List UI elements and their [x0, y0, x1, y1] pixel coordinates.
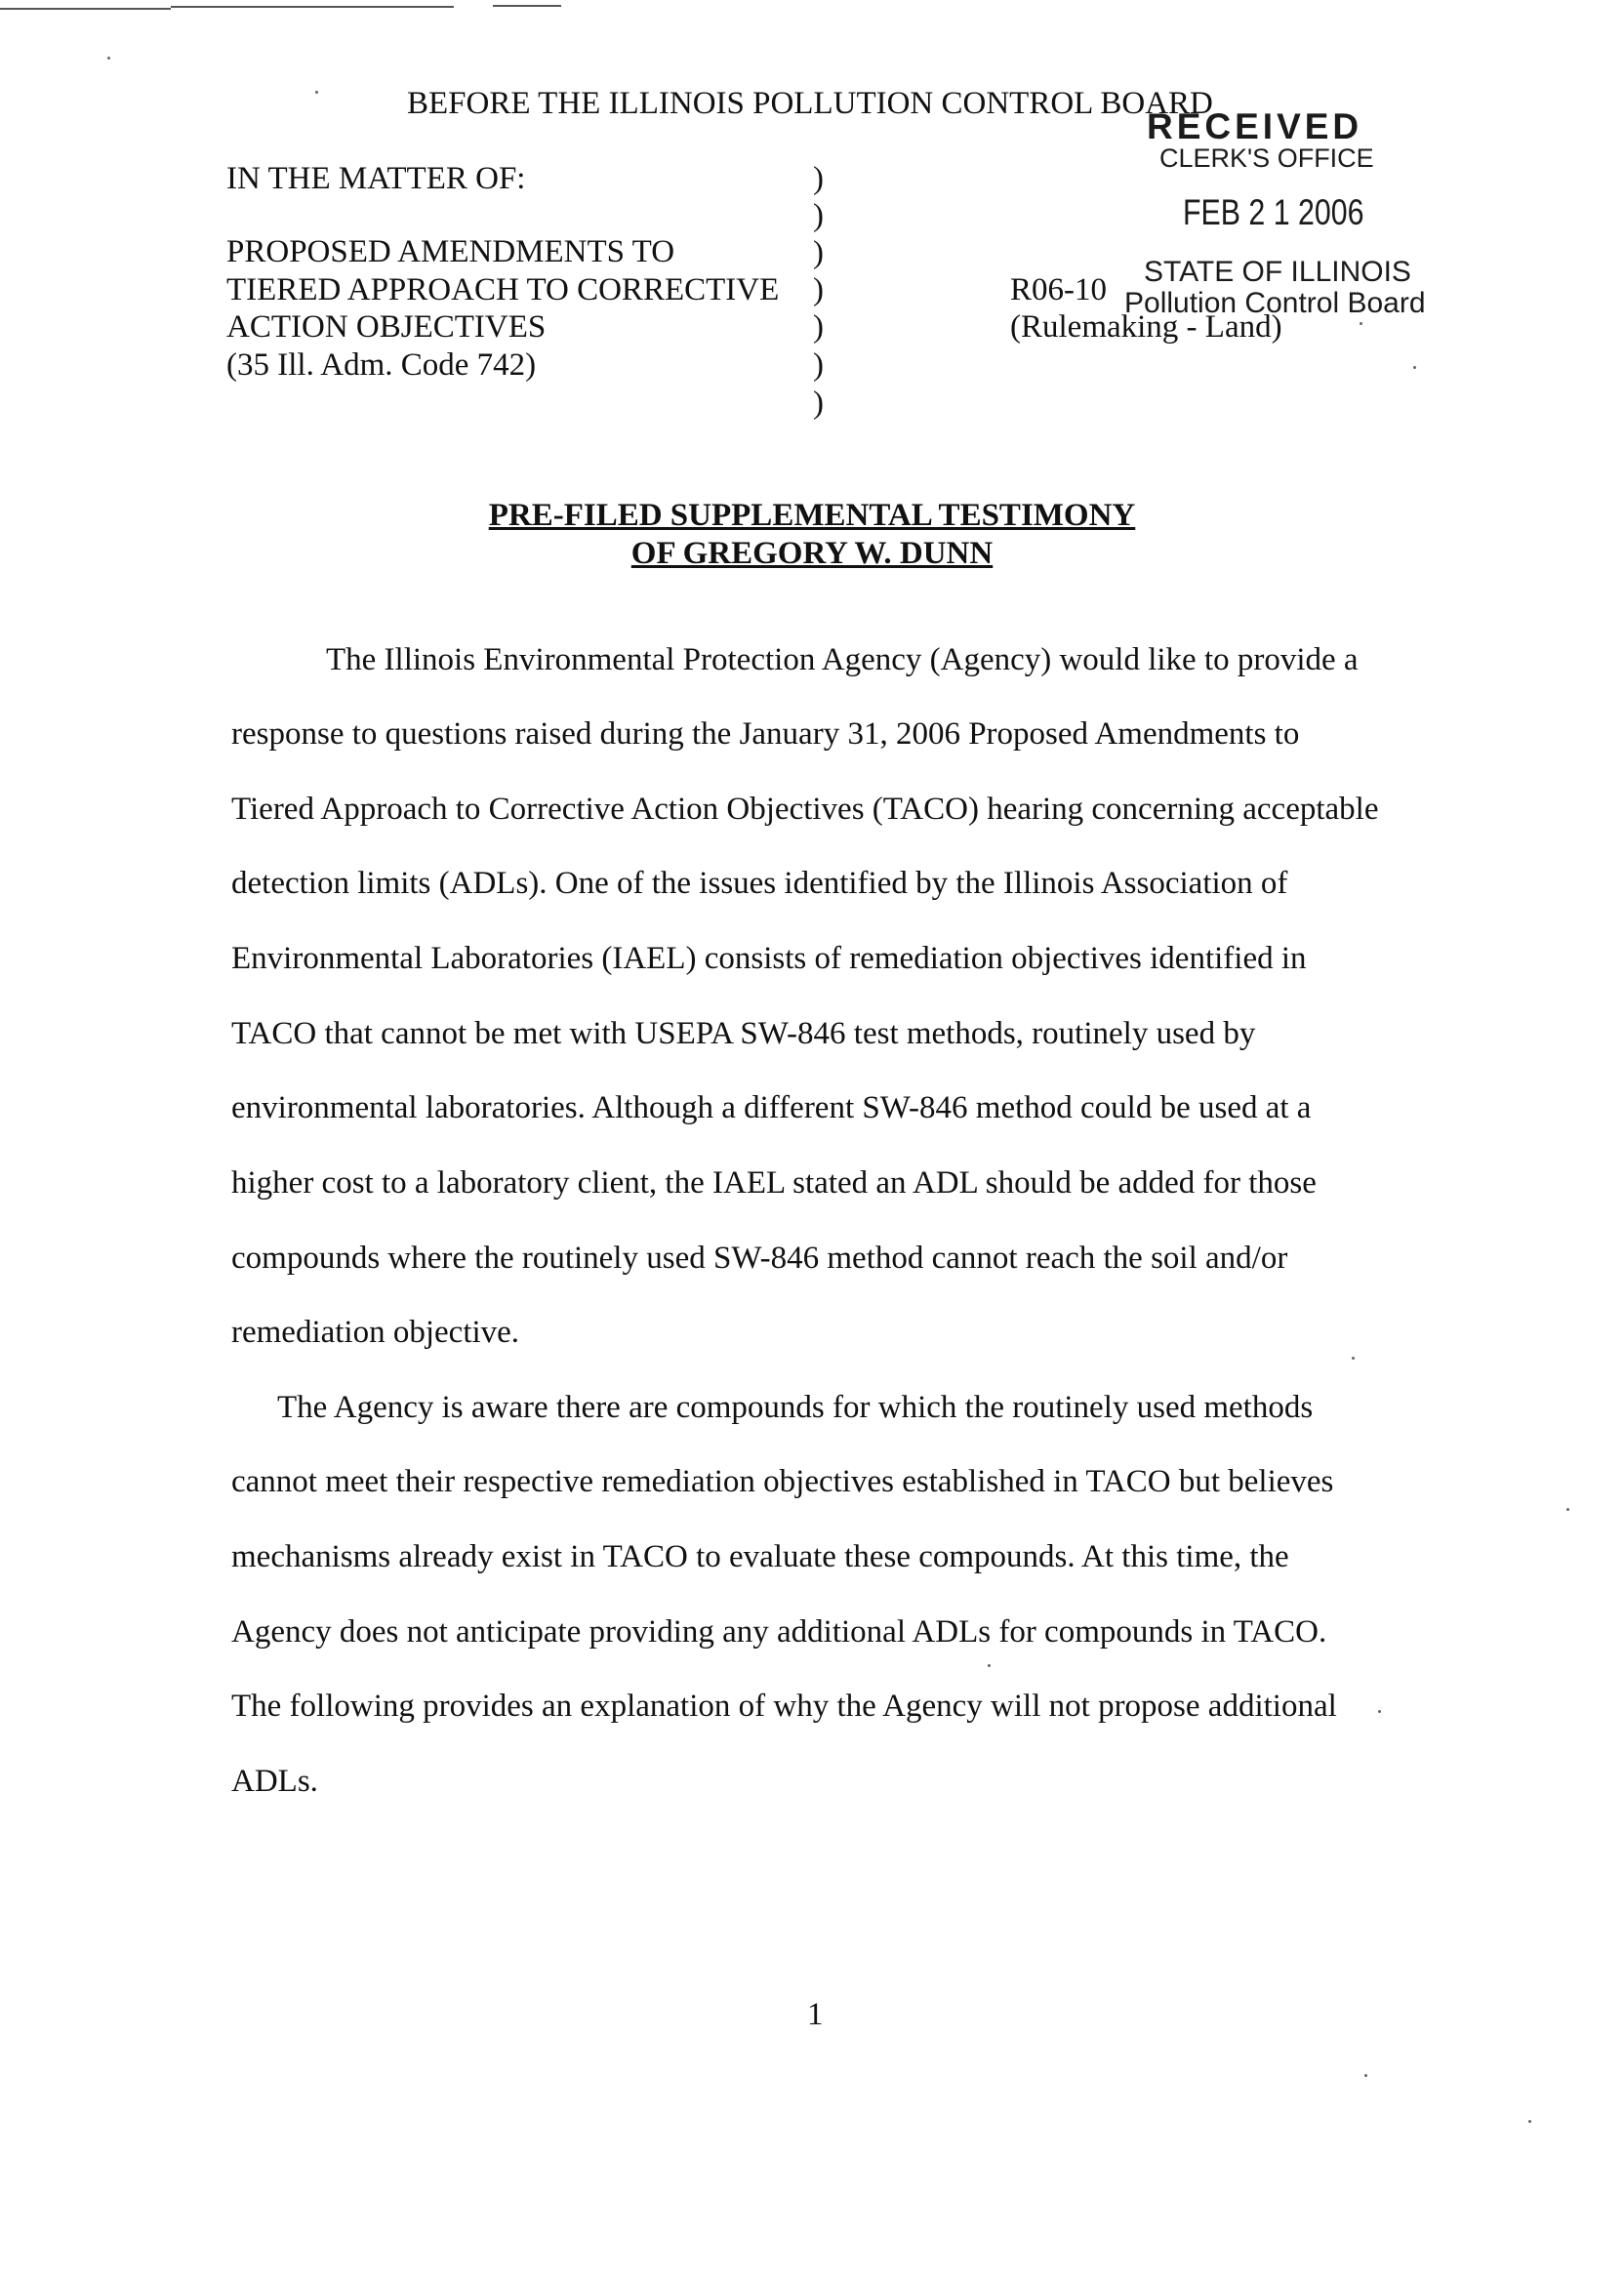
- scan-rule-3: [493, 5, 561, 7]
- body-line: cannot meet their respective remediation objectives established in TACO but believes: [231, 1464, 1334, 1499]
- body-line: Environmental Laboratories (IAEL) consists of remediation objectives identified in: [231, 941, 1307, 976]
- body-line: The following provides an explanation of why the Agency will not propose additional: [231, 1689, 1337, 1724]
- body-line: remediation objective.: [231, 1315, 520, 1350]
- caption-paren: ): [813, 161, 824, 196]
- body-line: higher cost to a laboratory client, the IAEL stated an ADL should be added for those: [231, 1165, 1317, 1201]
- matter-heading: IN THE MATTER OF:: [226, 161, 526, 196]
- scan-speck: [988, 1664, 991, 1667]
- scan-speck: [107, 57, 110, 60]
- caption-paren: ): [813, 272, 824, 307]
- body-line: TACO that cannot be met with USEPA SW-846 test methods, routinely used by: [231, 1016, 1256, 1051]
- caption-paren: ): [813, 235, 824, 270]
- body-line: environmental laboratories. Although a different SW-846 method could be used at a: [231, 1090, 1312, 1125]
- scan-speck: [315, 91, 318, 94]
- body-line: mechanisms already exist in TACO to evaluate these compounds. At this time, the: [231, 1539, 1289, 1574]
- caption-line-2: TIERED APPROACH TO CORRECTIVE: [226, 272, 780, 307]
- scan-speck: [1413, 366, 1416, 369]
- scan-speck: [1378, 1710, 1381, 1713]
- scan-rule-1: [0, 8, 171, 10]
- stamp-state: STATE OF ILLINOIS: [1144, 256, 1411, 288]
- caption-paren: ): [813, 347, 824, 383]
- body-line: The Agency is aware there are compounds for which the routinely used methods: [277, 1390, 1314, 1425]
- scan-rule-2: [171, 6, 454, 8]
- body-line: compounds where the routinely used SW-846 method cannot reach the soil and/or: [231, 1241, 1288, 1276]
- scan-speck: [1364, 2074, 1367, 2077]
- caption-paren: ): [813, 309, 824, 345]
- body-line: response to questions raised during the January 31, 2006 Proposed Amendments to: [231, 716, 1300, 752]
- scan-speck: [1352, 1357, 1355, 1360]
- docket-number: R06-10: [1010, 272, 1107, 307]
- docket-type: (Rulemaking - Land): [1010, 309, 1282, 345]
- body-line: Agency does not anticipate providing any additional ADLs for compounds in TACO.: [231, 1614, 1327, 1650]
- caption-line-3: ACTION OBJECTIVES: [226, 309, 547, 345]
- body-line: detection limits (ADLs). One of the issues identified by the Illinois Association of: [231, 866, 1288, 901]
- body-line: The Illinois Environmental Protection Agency (Agency) would like to provide a: [326, 642, 1359, 677]
- stamp-board: Pollution Control Board: [1124, 287, 1426, 319]
- body-line: ADLs.: [231, 1764, 318, 1799]
- stamp-date: FEB 2 1 2006: [1183, 192, 1364, 232]
- body-line: Tiered Approach to Corrective Action Objectives (TACO) hearing concerning acceptable: [231, 792, 1379, 827]
- stamp-received: RECEIVED: [1147, 106, 1363, 146]
- scan-speck: [1360, 322, 1362, 325]
- scan-speck: [1566, 1508, 1569, 1511]
- testimony-subtitle: OF GREGORY W. DUNN: [630, 536, 994, 571]
- caption-line-4: (35 Ill. Adm. Code 742): [226, 347, 537, 383]
- stamp-clerks-office: CLERK'S OFFICE: [1159, 143, 1374, 173]
- caption-line-1: PROPOSED AMENDMENTS TO: [226, 234, 675, 269]
- scan-speck: [1528, 2120, 1531, 2123]
- caption-paren: ): [813, 198, 824, 233]
- court-header: BEFORE THE ILLINOIS POLLUTION CONTROL BOARD: [407, 86, 1213, 121]
- caption-paren: ): [813, 386, 824, 421]
- page-number: 1: [807, 1997, 824, 2032]
- testimony-title: PRE-FILED SUPPLEMENTAL TESTIMONY: [488, 498, 1136, 533]
